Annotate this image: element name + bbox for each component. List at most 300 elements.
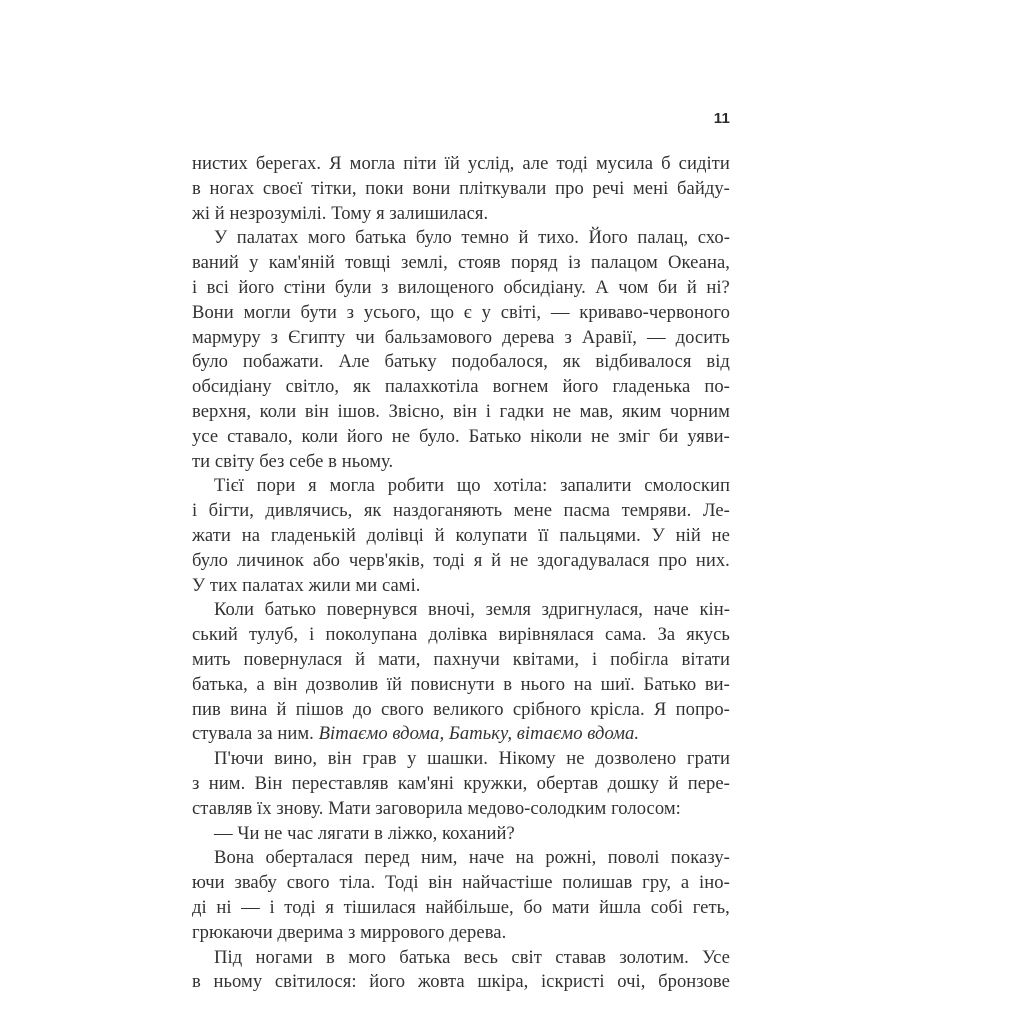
word: Океана, [668, 252, 730, 274]
word: наче [468, 847, 505, 869]
text-line: ти світу без себе в ньому. [192, 450, 394, 472]
word: попро- [675, 698, 730, 720]
word: кружки, [463, 772, 528, 794]
word: мати, [378, 648, 421, 670]
word: Але [338, 351, 370, 373]
word: побігла [610, 648, 669, 670]
word: сама. [604, 624, 647, 646]
text-line [192, 549, 730, 574]
word: грав [362, 748, 397, 770]
word: жовта [417, 971, 465, 993]
page-number: 11 [713, 110, 730, 127]
word: з [381, 276, 389, 298]
word: але [522, 153, 549, 174]
word: палахкотіла [384, 376, 479, 398]
word: як [562, 351, 581, 373]
word: іно- [699, 872, 730, 894]
word: Тоді [384, 872, 419, 894]
word: мить [192, 648, 231, 670]
word: У [214, 227, 228, 249]
word: бальзамового [384, 326, 493, 348]
word: її [538, 524, 549, 546]
text-line [192, 251, 730, 276]
word: пори [256, 475, 296, 497]
word: ній [675, 524, 701, 546]
word: ви- [704, 673, 730, 695]
word: робити [387, 475, 445, 497]
word: вони [412, 177, 451, 199]
word: Вона [214, 847, 255, 869]
word: байду- [677, 177, 730, 199]
word: а [256, 673, 265, 695]
text-line: — Чи не час лягати в ліжко, коханий? [214, 822, 515, 844]
word: батька [355, 227, 407, 249]
word: повернувся [326, 599, 418, 621]
word: мусила [595, 153, 654, 174]
word: золотим. [619, 946, 689, 968]
word: могла [349, 153, 396, 174]
word: було [415, 227, 452, 249]
word: Аравії, [581, 326, 637, 348]
word: я [308, 475, 317, 497]
word: мені [632, 177, 669, 199]
word: А [595, 276, 609, 298]
word: пальцями. [559, 524, 641, 546]
word: схо- [697, 227, 730, 249]
word: показу- [670, 847, 730, 869]
word: очі, [617, 971, 646, 993]
word: Батько [643, 673, 697, 695]
word: би [657, 276, 678, 298]
text-line [192, 499, 730, 524]
word: є [463, 301, 472, 323]
word: свого [380, 698, 424, 720]
word: нистих [192, 153, 248, 174]
word: з [192, 772, 200, 794]
word: речі [592, 177, 625, 199]
text-line [192, 970, 730, 995]
word: і [269, 896, 275, 918]
word: він [327, 748, 352, 770]
word: дозволено [595, 748, 677, 770]
word: — [646, 326, 666, 348]
text-line [192, 400, 730, 425]
word: берегах. [255, 153, 322, 174]
word: найбільше, [425, 896, 514, 918]
word: вилощеного [397, 276, 494, 298]
word: могла [329, 475, 375, 497]
text-line [192, 276, 730, 301]
word: з [270, 326, 279, 348]
word: тіла. [339, 872, 376, 894]
word: шашки. [427, 748, 488, 770]
text-line: У тих палатах жили ми самі. [192, 574, 421, 596]
paragraph [192, 474, 730, 598]
word: його [562, 376, 599, 398]
word: всі [206, 276, 229, 298]
word: усього, [363, 301, 421, 323]
word: були [334, 276, 372, 298]
word: не [566, 748, 585, 770]
word: вина [230, 698, 268, 720]
text-line [192, 623, 730, 648]
word: їй [444, 153, 460, 174]
paragraph [192, 846, 730, 945]
word: й [668, 772, 679, 794]
word: великого [433, 698, 504, 720]
word: палатах [236, 227, 299, 249]
word: срібного [512, 698, 582, 720]
word: ні? [706, 276, 730, 298]
word: як [353, 376, 371, 398]
word: б [661, 153, 671, 174]
word: жати [192, 524, 231, 546]
word: вночі, [427, 599, 475, 621]
word: тітки, [311, 177, 357, 199]
word: з [564, 326, 572, 348]
word: криваво-червоного [579, 301, 730, 323]
word: крісла. [590, 698, 645, 720]
word: в [192, 177, 201, 199]
word: личинок [236, 549, 305, 571]
word: відбивалося [595, 351, 692, 373]
word: на [573, 673, 592, 695]
word: й [491, 549, 502, 571]
word: Під [214, 946, 243, 968]
word: до [352, 698, 372, 720]
word: в [192, 971, 201, 993]
word: Нікому [498, 748, 556, 770]
word: Він [254, 772, 283, 794]
word: було. [418, 425, 460, 447]
word: шиї. [600, 673, 635, 695]
word: полишав [562, 872, 633, 894]
text-line: стувала за ним. Вітаємо вдома, Батьку, вітаємо вдома. [192, 723, 640, 745]
word: у [249, 252, 259, 274]
text-line: грюкаючи дверима з миррового дерева. [192, 921, 507, 943]
word: не [509, 549, 529, 571]
paragraph [192, 226, 730, 474]
word: і [192, 276, 198, 298]
word: У [651, 524, 665, 546]
word: пахнучи [433, 648, 500, 670]
text-line [192, 698, 730, 723]
word: поки [365, 177, 404, 199]
word: подобалося, [451, 351, 548, 373]
word: й [518, 227, 529, 249]
word: бо [523, 896, 543, 918]
word: було [192, 351, 229, 373]
word: і [192, 500, 198, 522]
word: про [555, 177, 584, 199]
word: досить [675, 326, 730, 348]
word: й [434, 524, 445, 546]
word: по- [704, 376, 730, 398]
word: бронзове [658, 971, 730, 993]
word: тулуб, [248, 624, 299, 646]
word: коли [301, 425, 339, 447]
word: здогадувалася [537, 549, 650, 571]
word: пив [192, 698, 221, 720]
text-line [192, 946, 730, 971]
word: — [550, 301, 570, 323]
word: палац, [637, 227, 689, 249]
word: Єгипту [288, 326, 346, 348]
paragraph [192, 152, 730, 226]
word: бути [300, 301, 337, 323]
word: поряд [510, 252, 558, 274]
word: палацом [590, 252, 658, 274]
text-line [192, 226, 730, 251]
word: бігти, [208, 500, 254, 522]
word: його [238, 276, 275, 298]
word: дошку [607, 772, 659, 794]
word: світ [511, 946, 542, 968]
word: чи [355, 326, 375, 348]
word: стіни [283, 276, 326, 298]
word: кам'яній [268, 252, 335, 274]
word: ський [192, 624, 238, 646]
word: Я [329, 153, 342, 174]
word: запалити [560, 475, 632, 497]
word: звабу [234, 872, 277, 894]
word: За [657, 624, 676, 646]
word: йшла [599, 896, 642, 918]
word: вирівнялася [498, 624, 594, 646]
word: наче [653, 599, 689, 621]
word: зміг [618, 425, 651, 447]
word: тоді [284, 896, 316, 918]
page-text-block [192, 152, 730, 995]
word: що [430, 301, 455, 323]
text-line [192, 177, 730, 202]
text-line [192, 524, 730, 549]
word: він [273, 673, 298, 695]
text-line [192, 375, 730, 400]
word: не [711, 524, 730, 546]
text-line [192, 350, 730, 375]
word: з [346, 301, 355, 323]
word: іскристі [540, 971, 605, 993]
text-line [192, 846, 730, 871]
word: мого [348, 946, 386, 968]
word: тоді [433, 549, 465, 571]
word: тішилася [343, 896, 416, 918]
word: Усе [702, 946, 730, 968]
word: квітами, [512, 648, 580, 670]
word: гладенька [612, 376, 691, 398]
word: батько [264, 599, 317, 621]
word: Його [588, 227, 628, 249]
word: або [312, 549, 341, 571]
word: яким [621, 400, 662, 422]
text-line [192, 425, 730, 450]
word: обсидіану [192, 376, 272, 398]
word: Тієї [214, 475, 244, 497]
word: світі, [500, 301, 542, 323]
word: ючи [192, 872, 225, 894]
text-line [192, 772, 730, 797]
word: не [391, 425, 411, 447]
word: поколупана [325, 624, 418, 646]
paragraph [192, 822, 730, 847]
word: Ле- [702, 500, 730, 522]
word: якусь [686, 624, 730, 646]
word: й [686, 276, 697, 298]
word: він [304, 400, 329, 422]
word: них. [695, 549, 730, 571]
word: Звісно, [388, 400, 445, 422]
paragraph [192, 747, 730, 821]
word: весь [463, 946, 499, 968]
text-line: жі й незрозумілі. Тому я залишилася. [192, 202, 489, 224]
word: він [428, 872, 453, 894]
word: шкіра, [477, 971, 529, 993]
word: обертав [536, 772, 599, 794]
word: мармуру [192, 326, 261, 348]
word: ді [192, 896, 207, 918]
word: ваний [192, 252, 239, 274]
word: оберталася [265, 847, 353, 869]
word: Коли [214, 599, 254, 621]
word: Батько [468, 425, 522, 447]
word: перед [364, 847, 410, 869]
word: його [369, 971, 406, 993]
word: в [326, 946, 335, 968]
word: кам'яні [397, 772, 454, 794]
word: і [485, 400, 491, 422]
word: коли [259, 400, 297, 422]
word: усе [192, 425, 219, 447]
word: на [515, 847, 534, 869]
word: землі, [401, 252, 448, 274]
word: мого [307, 227, 346, 249]
word: й [355, 648, 366, 670]
word: гру, [642, 872, 672, 894]
word: стояв [458, 252, 501, 274]
word: рожні, [545, 847, 597, 869]
text-line: ставляв їх знову. Мати заговорила медово-солодким голосом: [192, 797, 681, 819]
word: верхня, [192, 400, 252, 422]
word: наздоганяють [392, 500, 503, 522]
word: дерева [502, 326, 555, 348]
word: вітати [681, 648, 730, 670]
word: гладенькій [270, 524, 356, 546]
word: темряви. [621, 500, 692, 522]
word: могли [243, 301, 291, 323]
word: й [276, 698, 287, 720]
word: вино, [274, 748, 318, 770]
text-line [192, 896, 730, 921]
word: ні [216, 896, 232, 918]
word: обсидіану. [503, 276, 586, 298]
text-line [192, 871, 730, 896]
text-line [192, 673, 730, 698]
word: долівці [366, 524, 424, 546]
word: світло, [285, 376, 340, 398]
word: не [590, 425, 610, 447]
word: у [407, 748, 417, 770]
word: вогнем [492, 376, 549, 398]
word: П'ючи [214, 748, 264, 770]
word: здригнулася, [541, 599, 643, 621]
word: ним, [420, 847, 458, 869]
word: батьку [384, 351, 437, 373]
word: черв'яків, [348, 549, 425, 571]
word: їй [386, 673, 403, 695]
word: гадки [499, 400, 545, 422]
word: ставав [555, 946, 606, 968]
word: а [680, 872, 690, 894]
word: грати [686, 748, 730, 770]
text-line [192, 598, 730, 623]
word: із [568, 252, 581, 274]
word: у [481, 301, 491, 323]
word: повиснути [410, 673, 495, 695]
word: уяви- [687, 425, 730, 447]
word: мав, [579, 400, 614, 422]
word: свого [286, 872, 330, 894]
word: Вони [192, 301, 234, 323]
word: би [658, 425, 679, 447]
word: в [503, 673, 513, 695]
word: земля [485, 599, 532, 621]
word: ним. [208, 772, 246, 794]
word: Я [653, 698, 667, 720]
word: батька [399, 946, 451, 968]
word: дивлячись, [265, 500, 353, 522]
word: сидіти [678, 153, 730, 174]
word: мене [513, 500, 553, 522]
word: світилося: [274, 971, 357, 993]
word: його [346, 425, 383, 447]
word: товщі [345, 252, 391, 274]
word: дозволив [305, 673, 379, 695]
word: найчастіше [462, 872, 553, 894]
word: батька, [192, 673, 248, 695]
word: побажати. [242, 351, 324, 373]
word: тоді [556, 153, 588, 174]
word: кін- [699, 599, 730, 621]
word: темно [461, 227, 510, 249]
text-line [192, 747, 730, 772]
word: про [658, 549, 687, 571]
word: повернулася [243, 648, 343, 670]
word: я [473, 549, 483, 571]
italic-phrase: Вітаємо вдома, Батьку, вітаємо вдома. [313, 723, 640, 745]
word: колупати [455, 524, 528, 546]
word: на [241, 524, 261, 546]
word: услід, [467, 153, 515, 174]
word: хотіла: [493, 475, 548, 497]
text-line [192, 326, 730, 351]
word: я [325, 896, 334, 918]
word: ніколи [530, 425, 583, 447]
word: пішов [295, 698, 344, 720]
word: пере- [687, 772, 730, 794]
word: мати [551, 896, 590, 918]
word: чом [618, 276, 649, 298]
word: смолоскип [644, 475, 730, 497]
word: поволі [607, 847, 660, 869]
word: тихо. [538, 227, 579, 249]
word: долівка [428, 624, 488, 646]
word: піти [403, 153, 437, 174]
text-line [192, 152, 730, 177]
paragraph [192, 598, 730, 747]
word: — [241, 896, 260, 918]
text-line [192, 301, 730, 326]
